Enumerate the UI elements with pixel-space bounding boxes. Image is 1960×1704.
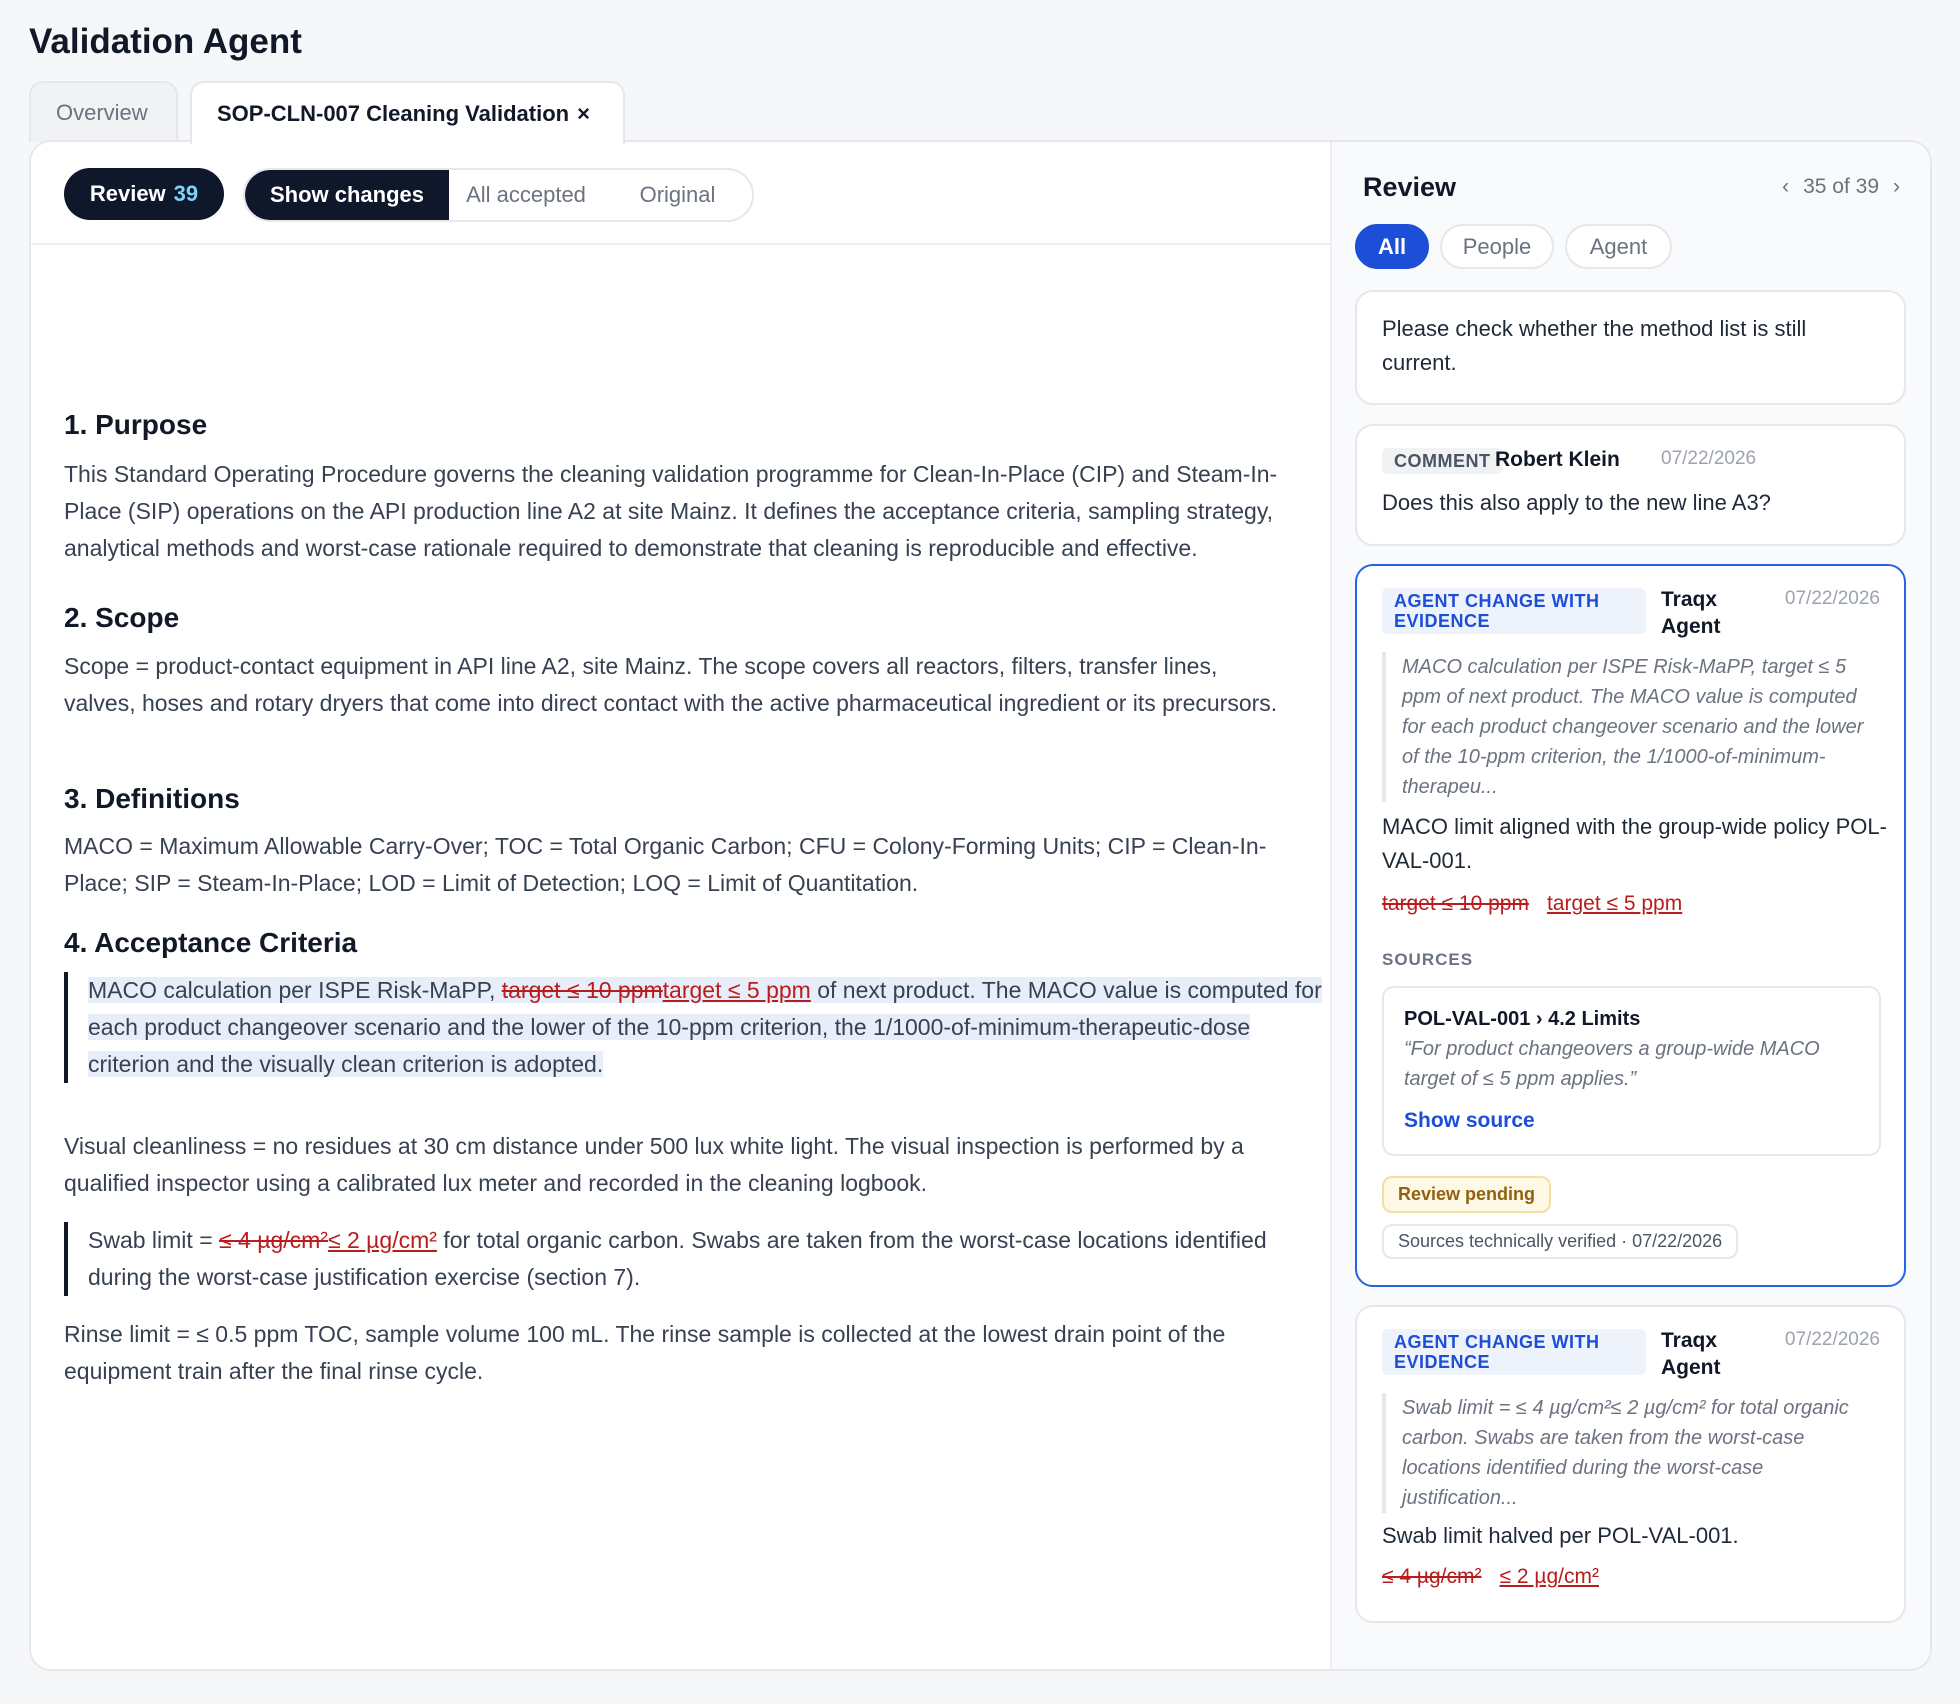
inserted-text[interactable]: ≤ 2 µg/cm² (327, 1227, 437, 1253)
card-date: 07/22/2026 (1784, 588, 1880, 609)
section-heading-acceptance: 4. Acceptance Criteria (64, 927, 358, 958)
review-panel-title: Review (1363, 172, 1457, 202)
diff-deleted: target ≤ 10 ppm (1382, 892, 1529, 915)
card-author: Robert Klein (1495, 448, 1620, 471)
filter-all[interactable]: All (1355, 224, 1429, 269)
card-author: Traqx Agent (1661, 588, 1721, 638)
view-mode-show-changes[interactable]: Show changes (245, 170, 449, 220)
diff-deleted: ≤ 4 µg/cm² (1382, 1565, 1482, 1588)
review-button[interactable] (64, 168, 224, 220)
maco-text-after: of next product. The MACO value is computed for each product changeover scenario and the lower of the 10-ppm criterion, the 1/1000-of-minimum-therapeutic-dose criterion and the visually clean criterion is adopted. (88, 977, 1322, 1077)
tracked-change-swab[interactable] (64, 1222, 1330, 1296)
source-title: POL-VAL-001 › 4.2 Limits (1404, 1008, 1641, 1030)
card-author: Traqx Agent (1661, 1329, 1721, 1379)
review-card-agent-change-swab[interactable] (1355, 1305, 1906, 1623)
review-card-agent-change-maco[interactable] (1355, 564, 1906, 1287)
visual-cleanliness-text: Visual cleanliness = no residues at 30 cm distance under 500 lux white light. The visual inspection is performed by a qualified inspector using a calibrated lux meter and recorded in the cleaning logbook. (64, 1133, 1244, 1196)
source-item (1382, 986, 1881, 1156)
chevron-left-icon[interactable]: ‹ (1782, 175, 1790, 198)
show-source-link[interactable]: Show source (1404, 1109, 1535, 1132)
review-label: Review (89, 181, 166, 206)
card-quote: Swab limit = ≤ 4 µg/cm²≤ 2 µg/cm² for total organic carbon. Swabs are taken from the worst-case locations identified during the worst-case justification... (1382, 1393, 1877, 1513)
section-heading-purpose: 1. Purpose (64, 409, 208, 440)
tab-sop-cln-007[interactable] (190, 81, 625, 144)
card-diff (1382, 892, 1682, 916)
section-heading-definitions: 3. Definitions (64, 783, 240, 814)
filter-agent[interactable]: Agent (1565, 224, 1672, 269)
card-diff (1382, 1565, 1599, 1589)
card-quote: MACO calculation per ISPE Risk-MaPP, target ≤ 5 ppm of next product. The MACO value is computed for each product changeover scenario and the lower of the 10-ppm criterion, the 1/1000-of-minimum-therapeu... (1382, 652, 1877, 802)
status-badge: Review pending (1382, 1176, 1551, 1213)
deleted-text[interactable]: target ≤ 10 ppm (501, 977, 663, 1003)
review-panel (1332, 142, 1930, 1669)
view-mode-original[interactable]: Original (639, 182, 716, 207)
view-mode-switch (243, 168, 754, 222)
tab-label: Overview (56, 99, 148, 125)
purpose-text: This Standard Operating Procedure governs the cleaning validation programme for Clean-In-Place (CIP) and Steam-In-Place (SIP) operations on the API production line A2 at site Mainz. It defines the acceptance criteria, sampling strategy, analytical methods and worst-case rationale required to demonstrate that cleaning is reproducible and effective. (64, 461, 1278, 561)
document-pane (31, 142, 1330, 1669)
maco-text-before: MACO calculation per ISPE Risk-MaPP, (88, 977, 502, 1003)
close-icon[interactable]: × (577, 100, 590, 126)
verification-badge: Sources technically verified · 07/22/2026 (1382, 1224, 1738, 1259)
view-mode-all-accepted[interactable]: All accepted (466, 182, 586, 207)
workspace-frame (29, 140, 1932, 1671)
card-date: 07/22/2026 (1661, 448, 1757, 469)
review-pager (1782, 175, 1900, 199)
pager-text: 35 of 39 (1803, 175, 1879, 198)
card-rationale: Swab limit halved per POL-VAL-001. (1382, 1523, 1739, 1548)
deleted-text[interactable]: ≤ 4 µg/cm² (219, 1227, 328, 1253)
rinse-limit-text: Rinse limit = ≤ 0.5 ppm TOC, sample volume 100 mL. The rinse sample is collected at the lowest drain point of the equipment train after the final rinse cycle. (64, 1321, 1226, 1384)
swab-text-before: Swab limit = (88, 1227, 220, 1253)
inserted-text[interactable]: target ≤ 5 ppm (662, 977, 811, 1003)
comment-text: Does this also apply to the new line A3? (1382, 490, 1771, 515)
swab-text-after: for total organic carbon. Swabs are taken from the worst-case locations identified during the worst-case justification exercise (section 7). (88, 1227, 1267, 1290)
chevron-right-icon[interactable]: › (1893, 175, 1900, 198)
card-date: 07/22/2026 (1784, 1329, 1880, 1350)
card-type-badge: COMMENT (1382, 448, 1503, 474)
section-heading-scope: 2. Scope (64, 602, 180, 633)
note-text: Please check whether the method list is still current. (1382, 316, 1807, 375)
diff-inserted: ≤ 2 µg/cm² (1499, 1565, 1599, 1588)
tab-overview[interactable] (29, 81, 178, 142)
sources-label: SOURCES (1382, 950, 1474, 969)
tab-label: SOP-CLN-007 Cleaning Validation (217, 100, 570, 126)
diff-inserted: target ≤ 5 ppm (1546, 892, 1683, 915)
filter-people[interactable]: People (1440, 224, 1554, 269)
card-type-badge: AGENT CHANGE WITH EVIDENCE (1382, 588, 1646, 634)
definitions-text: MACO = Maximum Allowable Carry-Over; TOC = Total Organic Carbon; CFU = Colony-Forming Units; CIP = Clean-In-Place; SIP = Steam-In-Place; LOD = Limit of Detection; LOQ = Limit of Quantitation. (64, 833, 1267, 896)
card-type-badge: AGENT CHANGE WITH EVIDENCE (1382, 1329, 1646, 1375)
card-rationale: MACO limit aligned with the group-wide policy POL-VAL-001. (1382, 814, 1887, 873)
tracked-change-maco[interactable] (64, 972, 1330, 1083)
review-card-comment[interactable] (1355, 424, 1906, 546)
app-title: Validation Agent (29, 22, 302, 61)
review-filters (1355, 224, 1672, 269)
document-toolbar (31, 142, 1330, 245)
review-count: 39 (173, 181, 199, 206)
review-card-note[interactable] (1355, 290, 1906, 405)
source-quote: “For product changeovers a group-wide MACO target of ≤ 5 ppm applies.” (1404, 1038, 1820, 1090)
scope-text: Scope = product-contact equipment in API line A2, site Mainz. The scope covers all reactors, filters, transfer lines, valves, hoses and rotary dryers that come into direct contact with the active pharmaceutical ingredient or its precursors. (64, 653, 1278, 716)
